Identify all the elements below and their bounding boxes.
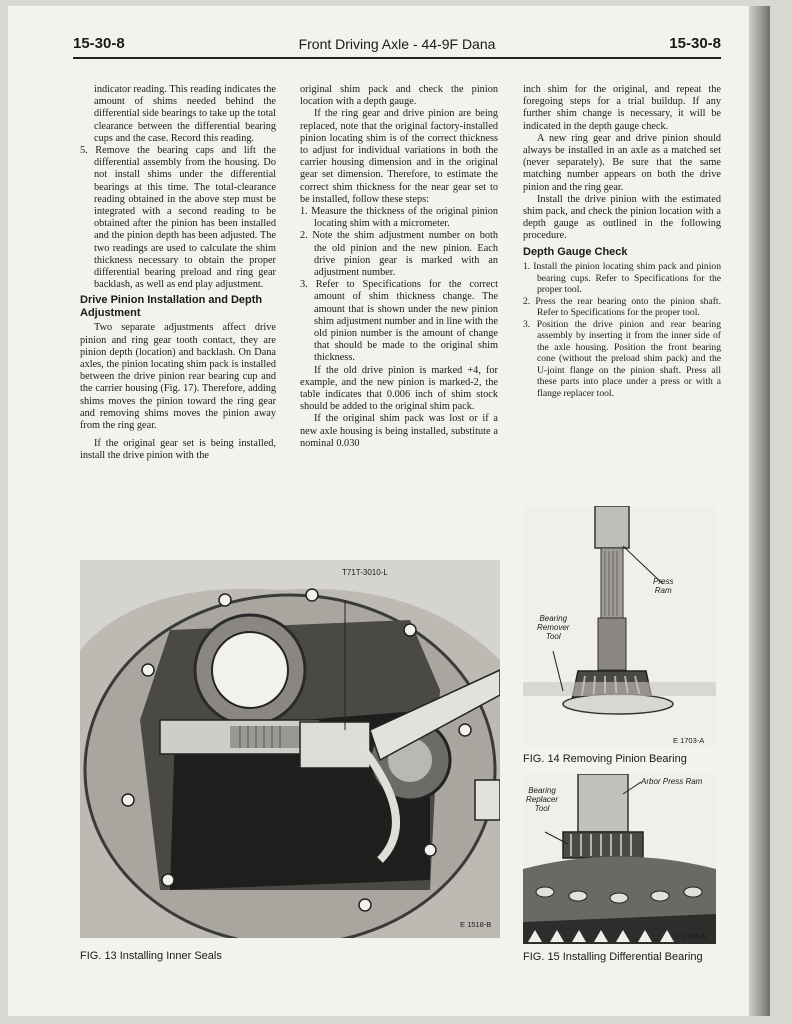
text-column-3 <box>523 84 721 399</box>
text-column-2 <box>300 84 498 450</box>
page-edge-shadow <box>749 6 770 1016</box>
text-column-1 <box>80 84 276 463</box>
list-item <box>300 279 498 364</box>
figure-code: E 1704-A <box>675 932 707 941</box>
figure-code: E 1518-B <box>460 920 492 929</box>
list-number: 2. <box>300 230 308 242</box>
paragraph: indicator reading. This reading indicates the amount of shims needed behind the differential side bearings to take up the total clearance between the differential bearing cups and the case. Record this reading. <box>94 84 276 144</box>
list-number: 1. <box>523 261 531 273</box>
list-number: 2. <box>523 295 531 307</box>
list-number: 3. <box>523 318 531 330</box>
label-arbor-press-ram: Arbor Press Ram <box>641 777 703 786</box>
list-item <box>523 296 721 319</box>
list-number: 1. <box>300 206 308 218</box>
paragraph: original shim pack and check the pinion location with a depth gauge. <box>300 84 498 108</box>
figure-code: E 1703-A <box>673 736 705 745</box>
paragraph: A new ring gear and drive pinion should always be installed in an axle as a matched set (never separately). Be sure that the same matching number appears on both the drive pinion and the ring gear. <box>523 132 721 193</box>
list-text: Note the shim adjustment number on both the old pinion and the new pinion. Each drive pinion gear is marked with an adjustment number. <box>312 230 499 279</box>
page-header <box>73 35 721 59</box>
paragraph: If the ring gear and drive pinion are being replaced, note that the original factory-installed pinion locating shim is of the correct thickness to adjust for individual variations in both the carrier housing dimension and in the original gear set dimension. Therefore, to estimate the correct shim thickness for the near gear set to be installed, follow these steps: <box>300 108 498 205</box>
figure-removing-pinion-bearing <box>523 506 716 746</box>
paragraph: Install the drive pinion with the estimated shim pack, and check the pinion location with a depth gauge as outlined in the following procedure. <box>523 193 721 242</box>
tool-label: T71T-3010-L <box>342 568 388 577</box>
list-item <box>80 145 276 291</box>
page-title: Front Driving Axle - 44-9F Dana <box>298 36 496 52</box>
label-line: Remover <box>537 623 570 632</box>
label-press-ram <box>653 577 673 595</box>
label-bearing-remover-tool <box>537 614 569 641</box>
label-line: Replacer <box>526 795 559 804</box>
section-heading: Drive Pinion Installation and Depth Adjustment <box>80 294 263 319</box>
list-item <box>300 206 498 230</box>
list-text: Refer to Specifications for the correct amount of shim thickness change. The amount that is shown under the new pinion shim adjustment number and in line with the old pinion number is the amount of change that should be made to the original shim thickness. <box>314 279 498 364</box>
paragraph: If the original shim pack was lost or if a new axle housing is being installed, substitute a nominal 0.030 <box>300 413 498 449</box>
list-text: Press the rear bearing onto the pinion shaft. Refer to Specifications for the proper tool. <box>535 295 722 319</box>
label-line: Bearing <box>528 786 556 795</box>
paragraph: inch shim for the original, and repeat the foregoing steps for a trial buildup. If any further shim change is necessary, it will be indicated in the depth gauge check. <box>523 84 721 132</box>
label-line: Ram <box>654 586 672 595</box>
label-line: Tool <box>534 804 550 813</box>
axle-housing-photo <box>80 560 500 938</box>
label-bearing-replacer-tool <box>526 786 558 813</box>
page-number-left: 15-30-8 <box>73 35 125 52</box>
figure-caption: FIG. 13 Installing Inner Seals <box>80 950 222 962</box>
list-number: 5. <box>80 145 88 157</box>
list-item <box>523 319 721 400</box>
figure-caption: FIG. 14 Removing Pinion Bearing <box>523 753 687 765</box>
list-item <box>523 261 721 296</box>
label-line: Bearing <box>539 614 568 623</box>
paragraph: If the old drive pinion is marked +4, for example, and the new pinion is marked-2, the table indicates that 0.006 inch of shim stock should be added to the original shim pack. <box>300 364 498 413</box>
figure-installing-inner-seals <box>80 560 500 938</box>
label-line: Tool <box>545 632 561 641</box>
list-text: Remove the bearing caps and lift the differential assembly from the housing. Do not install shims under the differential bearings at this time. The total-clearance reading obtained in the above step must be integrated with a second reading to be obtained after the pinion has been installed and the pinion depth has been adjusted. The two readings are used to calculate the shim thickness necessary to obtain the proper differential bearing preload and ring gear backlash, as well as end play adjustment. <box>94 145 276 291</box>
list-number: 3. <box>300 279 308 291</box>
label-line: Press <box>653 577 674 586</box>
figure-caption: FIG. 15 Installing Differential Bearing <box>523 951 703 963</box>
paragraph: Two separate adjustments affect drive pinion and ring gear tooth contact, they are pinion depth (location) and backlash. On Dana axles, the pinion locating shim pack is installed between the drive pinion rear bearing cup and the carrier housing (Fig. 17). Therefore, adding shims moves the pinion toward the ring gear and removing shims moves the pinion away from the ring gear. <box>80 322 276 432</box>
page-number-right: 15-30-8 <box>669 35 721 52</box>
list-text: Measure the thickness of the original pinion locating shim with a micrometer. <box>311 206 499 230</box>
list-text: Position the drive pinion and rear bearing assembly by inserting it from the inner side of the axle housing. Position the front bearing cone (without the preload shim pack) and the U-joint flange on the pinion shaft. Press all these parts into place under a press or with a flange replacer tool. <box>536 318 721 399</box>
paragraph: If the original gear set is being installed, install the drive pinion with the <box>80 438 276 462</box>
figure-installing-differential-bearing <box>523 774 716 944</box>
list-item <box>300 230 498 279</box>
section-heading: Depth Gauge Check <box>523 245 628 258</box>
list-text: Install the pinion locating shim pack and pinion bearing cups. Refer to Specifications for the proper tool. <box>533 261 721 296</box>
